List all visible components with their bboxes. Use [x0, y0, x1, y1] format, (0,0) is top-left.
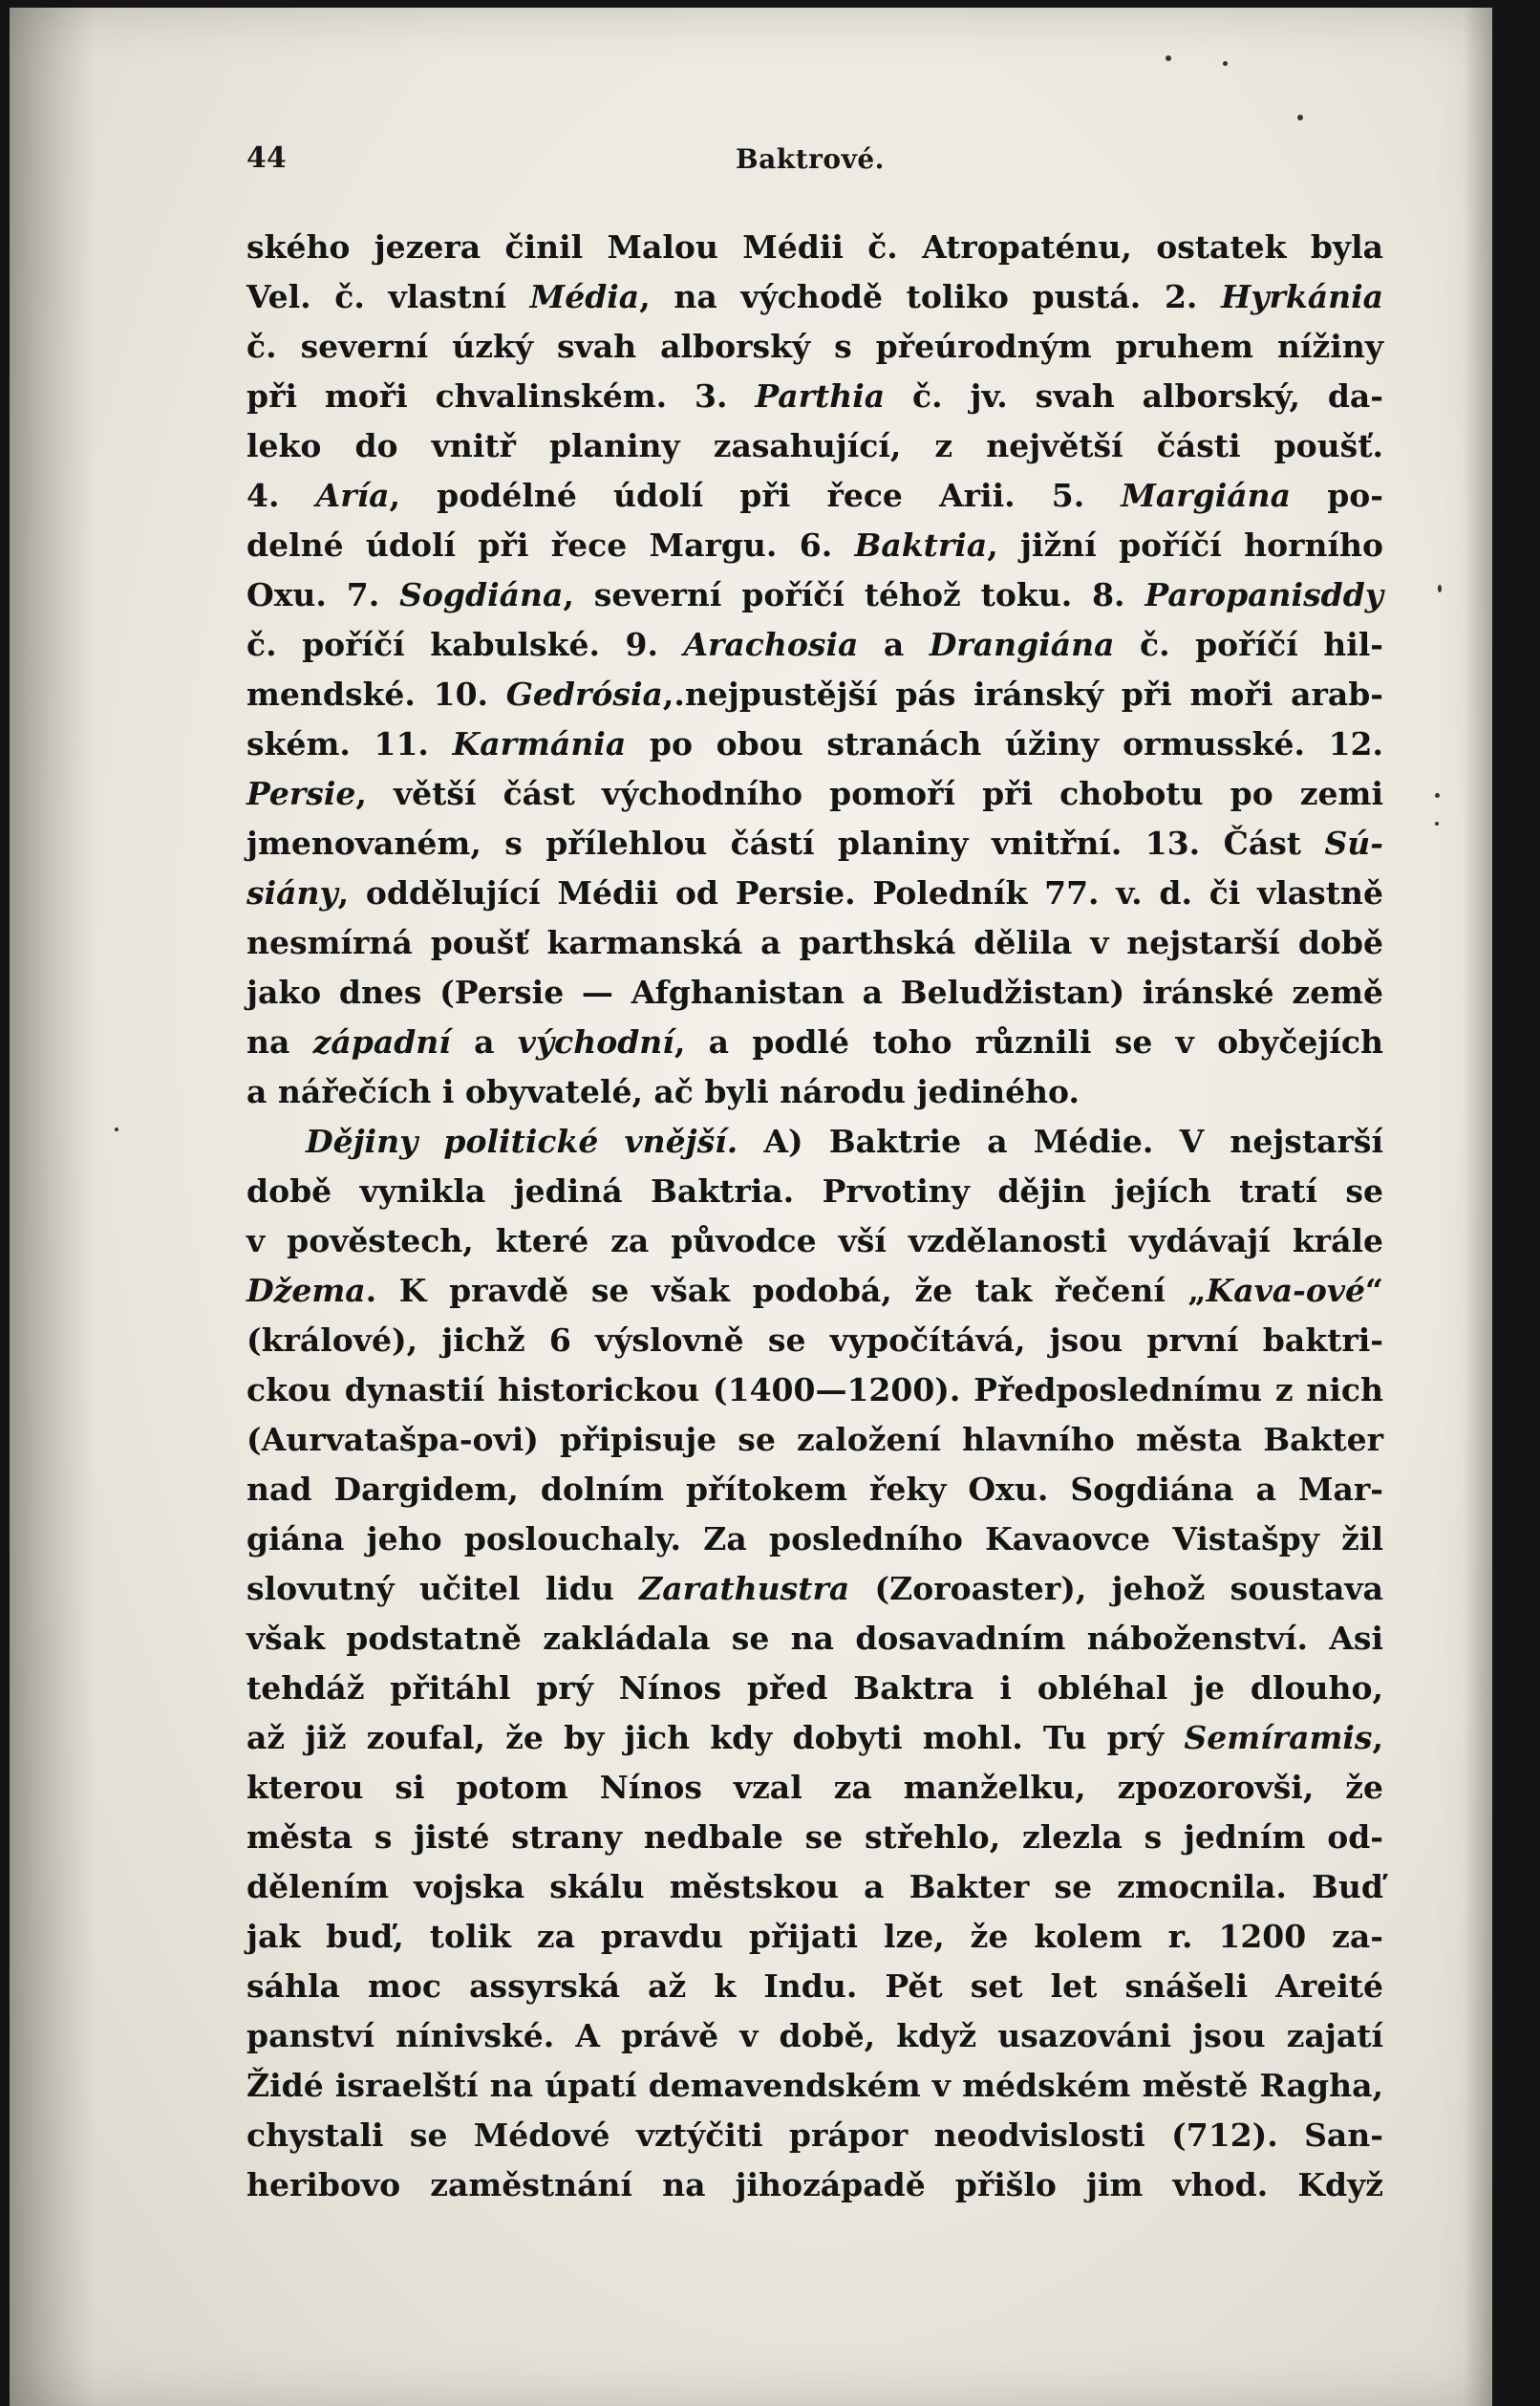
text-run: č. poříčí hil- — [1114, 626, 1383, 663]
text-line — [246, 1266, 1383, 1316]
text-run: mendské. 10. — [246, 676, 506, 713]
text-line — [246, 2011, 1383, 2061]
italic-term: Dějiny politické vnější. — [306, 1123, 738, 1160]
italic-term: východní — [517, 1023, 674, 1061]
italic-term: Hyrkánia — [1221, 278, 1383, 315]
text-line — [246, 968, 1383, 1018]
running-head: Baktrové. — [736, 143, 885, 175]
italic-term: Persie — [246, 775, 356, 812]
text-run: při moři chvalinském. 3. — [246, 377, 756, 415]
text-line — [246, 570, 1383, 620]
text-run: č. jv. svah alborský, da- — [885, 377, 1384, 415]
text-run: , — [1372, 1719, 1383, 1756]
text-line — [246, 670, 1383, 720]
text-run: , oddělující Médii od Persie. Poledník 77. v. d. či vlastně — [337, 874, 1383, 912]
speck — [1435, 822, 1439, 826]
italic-term: Džema — [246, 1272, 366, 1309]
text-line — [246, 1713, 1383, 1763]
text-line — [246, 421, 1383, 471]
speck — [1297, 115, 1303, 120]
text-line — [246, 471, 1383, 521]
text-line — [246, 1018, 1383, 1067]
page-header — [246, 141, 1383, 185]
italic-term: Gedrósia — [505, 676, 663, 713]
italic-term: Margiána — [1121, 477, 1292, 514]
text-run: chystali se Médové vztýčiti prápor neodvislosti (712). San- — [246, 2116, 1383, 2154]
text-run: tehdáž přitáhl prý Nínos před Baktra i obléhal je dlouho, — [246, 1669, 1383, 1707]
text-line — [246, 2061, 1383, 2111]
spine-shadow — [10, 8, 96, 2406]
text-line — [246, 1514, 1383, 1564]
speck — [1166, 55, 1171, 61]
text-line — [246, 918, 1383, 968]
speck — [115, 1128, 118, 1131]
text-line — [246, 1962, 1383, 2011]
text-run: době vynikla jediná Baktria. Prvotiny dějin jejích tratí se — [246, 1172, 1383, 1210]
italic-term: Karmánia — [452, 725, 627, 763]
italic-term: Aría — [315, 477, 390, 514]
text-run: č. poříčí kabulské. 9. — [246, 626, 684, 663]
text-line — [246, 1216, 1383, 1266]
text-line — [246, 2160, 1383, 2210]
italic-term: Baktria — [854, 526, 988, 564]
text-run: kterou si potom Nínos vzal za manželku, zpozorovši, že — [246, 1769, 1383, 1806]
page-number: 44 — [246, 141, 287, 175]
text-run: panství nínivské. A právě v době, když usazováni jsou zajatí — [246, 2017, 1383, 2054]
text-line — [246, 1813, 1383, 1862]
text-run: a — [858, 626, 930, 663]
text-line — [246, 720, 1383, 769]
text-line — [246, 1862, 1383, 1912]
text-run: č. severní úzký svah alborský s přeúrodným pruhem nížiny — [246, 328, 1383, 365]
text-line — [246, 869, 1383, 918]
italic-term: Paropanisddy — [1144, 576, 1383, 613]
text-run: (králové), jichž 6 výslovně se vypočítává, jsou první baktri- — [246, 1321, 1383, 1359]
text-line — [246, 223, 1383, 272]
italic-term: Arachosia — [683, 626, 859, 663]
text-run: nesmírná poušť karmanská a parthská dělila v nejstarší době — [246, 924, 1383, 961]
text-run: ského jezera činil Malou Médii č. Atropaténu, ostatek byla — [246, 228, 1383, 266]
text-run: sáhla moc assyrská až k Indu. Pět set let snášeli Areité — [246, 1967, 1383, 2005]
text-run: (Aurvatašpa-ovi) připisuje se založení hlavního města Bakter — [246, 1421, 1383, 1458]
text-run: po- — [1291, 477, 1383, 514]
text-line — [246, 1564, 1383, 1614]
text-run: ,.nejpustější pás iránský při moři arab- — [662, 676, 1383, 713]
text-run: však podstatně zakládala se na dosavadním náboženství. Asi — [246, 1620, 1383, 1657]
page-edge-shadow — [1464, 8, 1492, 2406]
text-line — [246, 2111, 1383, 2160]
text-run: , podélné údolí při řece Arii. 5. — [389, 477, 1122, 514]
text-line — [246, 1415, 1383, 1465]
text-run: nad Dargidem, dolním přítokem řeky Oxu. Sogdiána a Mar- — [246, 1471, 1383, 1508]
speck — [1438, 585, 1442, 592]
italic-term: Sú- — [1324, 825, 1383, 862]
body-text — [246, 223, 1383, 2210]
text-run: 4. — [246, 477, 316, 514]
text-run: , severní poříčí téhož toku. 8. — [563, 576, 1145, 613]
text-line — [246, 1763, 1383, 1813]
text-run: a nářečích i obyvatelé, ač byli národu jediného. — [246, 1073, 1080, 1110]
italic-term: Média — [529, 278, 640, 315]
text-line — [246, 521, 1383, 570]
text-run: dělením vojska skálu městskou a Bakter se zmocnila. Buď — [246, 1868, 1383, 1905]
text-run: jmenovaném, s přílehlou částí planiny vnitřní. 13. Část — [246, 825, 1325, 862]
text-run: po obou stranách úžiny ormusské. 12. — [626, 725, 1384, 763]
text-line — [246, 1316, 1383, 1365]
text-run: Vel. č. vlastní — [246, 278, 530, 315]
text-run: , a podlé toho různili se v obyčejích — [674, 1023, 1383, 1061]
text-line — [246, 819, 1383, 869]
text-line — [246, 1912, 1383, 1962]
text-line — [246, 1067, 1383, 1117]
text-run: jako dnes (Persie — Afghanistan a Beludžistan) iránské země — [246, 974, 1383, 1011]
italic-term: Parthia — [755, 377, 886, 415]
italic-term: Zarathustra — [639, 1570, 850, 1607]
text-run: heribovo zaměstnání na jihozápadě přišlo jim vhod. Když — [246, 2166, 1383, 2203]
text-run: A) Baktrie a Médie. V nejstarší — [738, 1123, 1383, 1160]
speck — [1435, 793, 1440, 798]
italic-term: západní — [312, 1023, 451, 1061]
text-line — [246, 322, 1383, 372]
text-run: . K pravdě se však podobá, že tak řečení „ — [365, 1272, 1207, 1309]
text-line — [246, 1465, 1383, 1514]
text-run: giána jeho poslouchaly. Za posledního Kavaovce Vistašpy žil — [246, 1520, 1383, 1557]
text-line — [246, 1664, 1383, 1713]
text-run: , větší část východního pomoří při chobotu po zemi — [355, 775, 1383, 812]
text-run: města s jisté strany nedbale se střehlo, zlezla s jedním od- — [246, 1818, 1383, 1856]
text-run: a — [450, 1023, 518, 1061]
text-run: delné údolí při řece Margu. 6. — [246, 526, 855, 564]
text-line — [246, 620, 1383, 670]
italic-term: Drangiána — [929, 626, 1115, 663]
text-run: “ — [1365, 1272, 1383, 1309]
text-run: až již zoufal, že by jich kdy dobyti mohl. Tu prý — [246, 1719, 1185, 1756]
text-run: ském. 11. — [246, 725, 453, 763]
text-line — [246, 272, 1383, 322]
text-line — [246, 372, 1383, 421]
italic-term: siány — [246, 874, 338, 912]
text-run: , jižní poříčí horního — [987, 526, 1383, 564]
text-line — [246, 769, 1383, 819]
text-run: , na východě toliko pustá. 2. — [639, 278, 1222, 315]
text-run: ckou dynastií historickou (1400—1200). Předposlednímu z nich — [246, 1371, 1383, 1408]
text-run: Oxu. 7. — [246, 576, 400, 613]
text-line — [246, 1614, 1383, 1664]
text-line — [246, 1167, 1383, 1216]
text-line — [246, 1117, 1383, 1167]
text-run: slovutný učitel lidu — [246, 1570, 640, 1607]
speck — [1223, 61, 1228, 66]
italic-term: Semíramis — [1184, 1719, 1373, 1756]
text-run: (Zoroaster), jehož soustava — [849, 1570, 1383, 1607]
text-run: v pověstech, které za původce vší vzdělanosti vydávají krále — [246, 1222, 1383, 1259]
text-run: leko do vnitř planiny zasahující, z největší části poušť. — [246, 427, 1383, 464]
text-line — [246, 1365, 1383, 1415]
text-run: jak buď, tolik za pravdu přijati lze, že kolem r. 1200 za- — [246, 1918, 1383, 1955]
text-run: Židé israelští na úpatí demavendském v médském městě Ragha, — [246, 2067, 1383, 2104]
italic-term: Kava-ové — [1206, 1272, 1366, 1309]
text-run: na — [246, 1023, 313, 1061]
italic-term: Sogdiána — [399, 576, 564, 613]
